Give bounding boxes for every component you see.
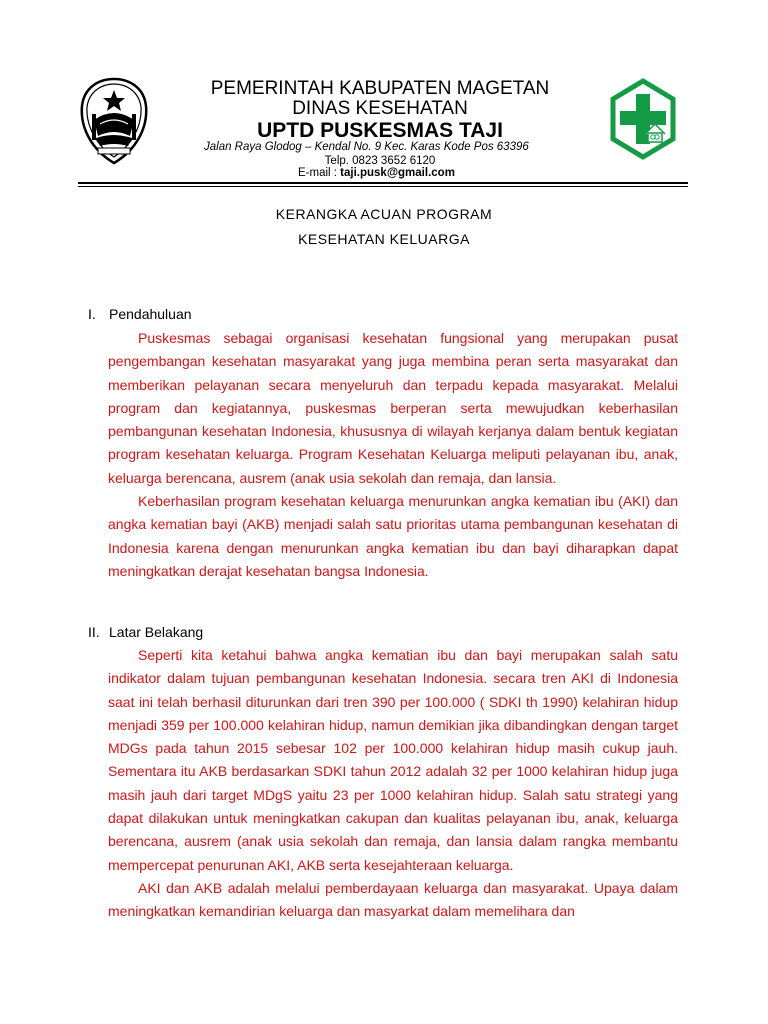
section-title: Latar Belakang — [109, 624, 204, 640]
paragraph: AKI dan AKB adalah melalui pemberdayaan keluarga dan masyarakat. Upaya dalam meningkatkan kemandirian keluarga dan masyarkat dalam memelihara dan — [108, 879, 678, 920]
paragraph: Puskesmas sebagai organisasi kesehatan fungsional yang merupakan pusat pengembangan kesehatan masyarakat yang juga membina peran serta masyarakat dan memberikan pelayanan secara menyeluruh dan terpadu kepada masyarakat. Melalui program dan kegiatannya, puskesmas berperan serta mewujudkan keberhasilan pembangunan kesehatan Indonesia, khususnya di wilayah kerjanya dalam bentuk kegiatan program kesehatan keluarga. Program Kesehatan Keluarga meliputi pelayanan ibu, anak, keluarga berencana, ausrem (anak usia sekolah dan remaja, dan lansia. — [108, 330, 678, 486]
letterhead-line-institution: UPTD PUSKESMAS TAJI — [257, 119, 503, 142]
letterhead-line-department: DINAS KESEHATAN — [292, 98, 468, 119]
puskesmas-cross-icon — [609, 78, 677, 160]
section-heading-latar-belakang — [88, 624, 203, 640]
letterhead-email-line — [298, 167, 455, 179]
email-address: taji.pusk@gmail.com — [340, 167, 455, 179]
paragraph: Seperti kita ketahui bahwa angka kematian ibu dan bayi merupakan salah satu indikator dalam tujuan pembangunan kesehatan Indonesia. secara tren AKI di Indonesia saat ini telah berhasil diturunkan dari tren 390 per 100.000 ( SDKI th 1990) kelahiran hidup menjadi 359 per 100.000 kelahiran hidup, namun demikian jika dibandingkan dengan target MDGs pada tahun 2015 sebesar 102 per 100.000 kelahiran hidup masih cukup jauh. Sementara itu AKB berdasarkan SDKI tahun 2012 adalah 32 per 1000 kelahiran hidup juga masih jauh dari target MDgS yaitu 23 per 1000 kelahiran hidup. Salah satu strategi yang dapat dilakukan untuk meningkatkan cakupan dan kualitas pelayanan ibu, anak, keluarga berencana, ausrem (anak usia sekolah dan remaja, dan lansia dalam rangka membantu mempercepat penurunan AKI, AKB serta kesejahteraan keluarga. — [108, 647, 678, 873]
magetan-coat-of-arms-icon — [78, 76, 150, 166]
letterhead-address: Jalan Raya Glodog – Kendal No. 9 Kec. Karas Kode Pos 63396 — [204, 141, 529, 153]
document-subtitle: KESEHATAN KELUARGA — [298, 231, 470, 247]
section-title: Pendahuluan — [109, 306, 192, 322]
letterhead-line-government: PEMERINTAH KABUPATEN MAGETAN — [210, 78, 550, 99]
letterhead-divider-thick — [78, 182, 688, 184]
letterhead-divider-thin — [78, 186, 688, 187]
paragraph: Keberhasilan program kesehatan keluarga menurunkan angka kematian ibu (AKI) dan angka kematian bayi (AKB) menjadi salah satu prioritas utama pembangunan kesehatan di Indonesia karena dengan menurunkan angka kematian ibu dan bayi diharapkan dapat meningkatkan derajat kesehatan bangsa Indonesia. — [108, 493, 678, 579]
document-title: KERANGKA ACUAN PROGRAM — [275, 206, 493, 222]
section-body-pendahuluan — [108, 327, 678, 583]
letterhead-phone: Telp. 0823 3652 6120 — [324, 155, 436, 167]
section-body-latar-belakang — [108, 644, 678, 924]
section-number: I. — [88, 306, 96, 322]
email-label: E-mail : — [298, 167, 341, 179]
section-number: II. — [88, 624, 100, 640]
section-heading-pendahuluan — [88, 306, 192, 322]
